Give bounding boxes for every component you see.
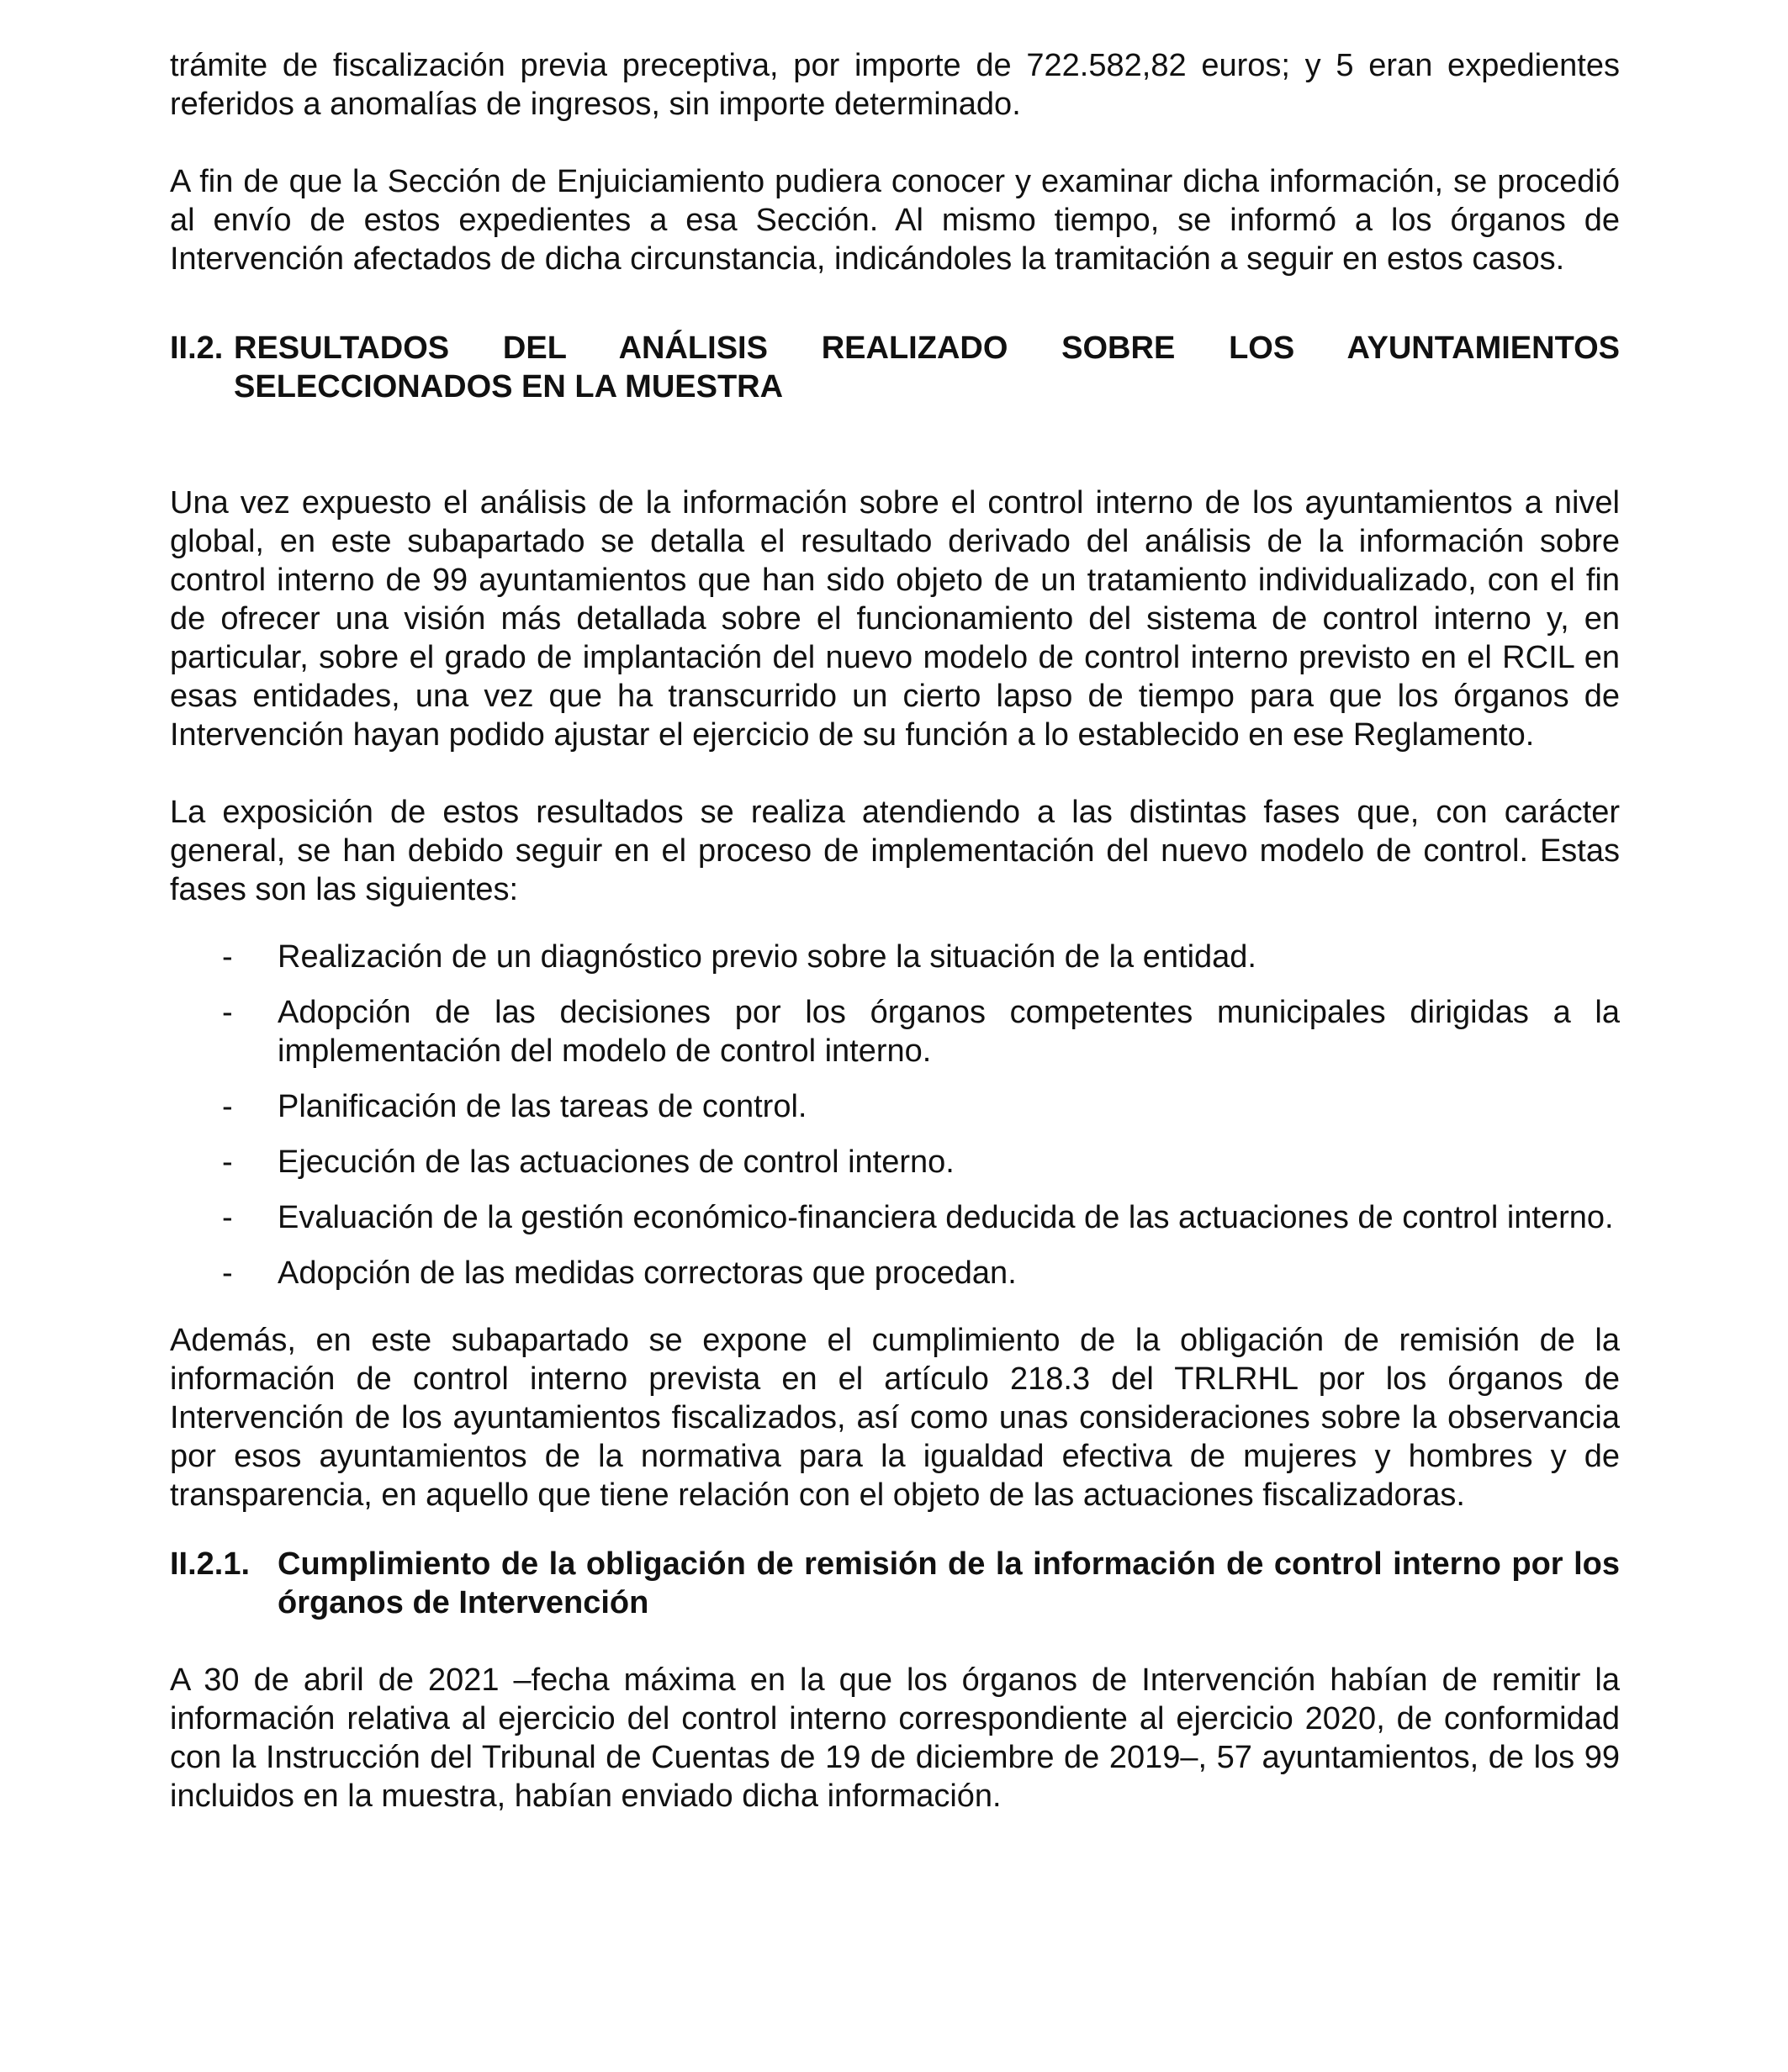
list-item <box>170 1087 1620 1126</box>
bullet-dash: - <box>222 1255 233 1291</box>
list-item-text: Planificación de las tareas de control. <box>278 1089 807 1124</box>
list-item-text: Realización de un diagnóstico previo sobre la situación de la entidad. <box>278 939 1256 975</box>
list-item-text: Ejecución de las actuaciones de control interno. <box>278 1144 955 1180</box>
bullet-dash: - <box>222 1200 233 1235</box>
subsection-heading <box>170 1545 1620 1622</box>
paragraph-seccion-enjuiciamiento: A fin de que la Sección de Enjuiciamiento pudiera conocer y examinar dicha información, se procedió al envío de estos expedientes a esa Sección. Al mismo tiempo, se informó a los órganos de Intervención afectados de dicha circunstancia, indicándoles la tramitación a seguir en estos casos. <box>170 164 1620 277</box>
list-item-text: Adopción de las medidas correctoras que procedan. <box>278 1255 1017 1291</box>
list-item <box>170 1254 1620 1292</box>
paragraph-remision-2021: A 30 de abril de 2021 ‒fecha máxima en la que los órganos de Intervención habían de remitir la información relativa al ejercicio del control interno correspondiente al ejercicio 2020, de conformidad con la Instrucción del Tribunal de Cuentas de 19 de diciembre de 2019‒, 57 ayuntamientos, de los 99 incluidos en la muestra, habían enviado dicha información. <box>170 1662 1620 1814</box>
paragraph-expedientes-continuation: trámite de fiscalización previa preceptiva, por importe de 722.582,82 euros; y 5 eran expedientes referidos a anomalías de ingresos, sin importe determinado. <box>170 48 1620 122</box>
section-heading <box>170 329 1620 406</box>
section-heading-text: RESULTADOS DEL ANÁLISIS REALIZADO SOBRE LOS AYUNTAMIENTOS SELECCIONADOS EN LA MUESTRA <box>234 330 1620 404</box>
phases-list <box>170 938 1620 1292</box>
list-item-text: Adopción de las decisiones por los órganos competentes municipales dirigidas a la implementación del modelo de control interno. <box>278 995 1620 1069</box>
page-content <box>170 46 1620 1816</box>
bullet-dash: - <box>222 939 233 975</box>
list-item <box>170 938 1620 976</box>
list-item <box>170 1143 1620 1181</box>
section-heading-number: II.2. <box>170 330 224 366</box>
paragraph-analisis-intro: Una vez expuesto el análisis de la información sobre el control interno de los ayuntamientos a nivel global, en este subapartado se detalla el resultado derivado del análisis de la información sobre control interno de 99 ayuntamientos que han sido objeto de un tratamiento individualizado, con el fin de ofrecer una visión más detallada sobre el funcionamiento del sistema de control interno y, en particular, sobre el grado de implantación del nuevo modelo de control interno previsto en el RCIL en esas entidades, una vez que ha transcurrido un cierto lapso de tiempo para que los órganos de Intervención hayan podido ajustar el ejercicio de su función a lo establecido en ese Reglamento. <box>170 485 1620 753</box>
list-item <box>170 993 1620 1070</box>
subsection-heading-text: Cumplimiento de la obligación de remisión de la información de control interno por los órganos de Intervención <box>278 1546 1620 1620</box>
bullet-dash: - <box>222 1089 233 1124</box>
subsection-heading-number: II.2.1. <box>170 1546 251 1582</box>
list-item <box>170 1198 1620 1237</box>
bullet-dash: - <box>222 995 233 1030</box>
paragraph-cumplimiento-obligacion: Además, en este subapartado se expone el cumplimiento de la obligación de remisión de la información de control interno prevista en el artículo 218.3 del TRLRHL por los órganos de Intervención de los ayuntamientos fiscalizados, así como unas consideraciones sobre la observancia por esos ayuntamientos de la normativa para la igualdad efectiva de mujeres y hombres y de transparencia, en aquello que tiene relación con el objeto de las actuaciones fiscalizadoras. <box>170 1323 1620 1513</box>
paragraph-fases-intro: La exposición de estos resultados se realiza atendiendo a las distintas fases que, con carácter general, se han debido seguir en el proceso de implementación del nuevo modelo de control. Estas fases son las siguientes: <box>170 795 1620 907</box>
list-item-text: Evaluación de la gestión económico-financiera deducida de las actuaciones de control interno. <box>278 1200 1614 1235</box>
bullet-dash: - <box>222 1144 233 1180</box>
